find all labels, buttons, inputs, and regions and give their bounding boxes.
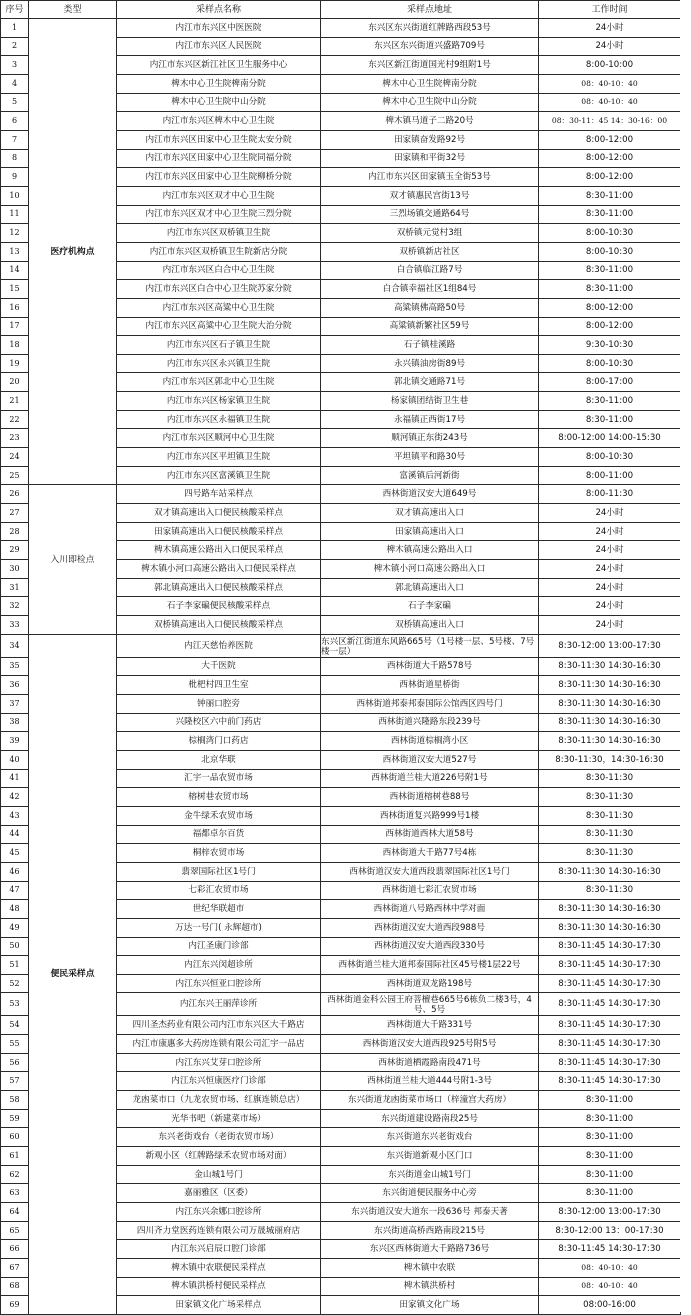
row-index: 18: [1, 336, 29, 355]
working-hours: 8:30-11:30: [539, 806, 681, 825]
working-hours: 8:30-11:45 14:30-17:30: [539, 1240, 681, 1259]
row-index: 38: [1, 713, 29, 732]
site-address: 杨家镇团结街卫生巷: [321, 392, 539, 411]
site-address: 田家镇奋发路92号: [321, 130, 539, 149]
working-hours: 8:30-11:30 14:30-16:30: [539, 657, 681, 676]
site-name: 七彩汇农贸市场: [117, 881, 321, 900]
working-hours: 8:30-11:30 14:30-16:30: [539, 918, 681, 937]
working-hours: 8:30-11:00: [539, 261, 681, 280]
row-index: 14: [1, 261, 29, 280]
working-hours: 8:00-12:00: [539, 168, 681, 187]
site-name: 棕榈湾门口药店: [117, 732, 321, 751]
site-name: 内江市东兴区椑木中心卫生院: [117, 112, 321, 131]
site-name: 龙凼菜市口（九龙农贸市场、红旗连锁总店）: [117, 1091, 321, 1110]
site-address: 西林街道榕树巷88号: [321, 788, 539, 807]
working-hours: 24小时: [539, 616, 681, 635]
site-name: 内江市东兴区田家中心卫生院柳桥分院: [117, 168, 321, 187]
row-index: 68: [1, 1277, 29, 1296]
site-name: 嘉丽雅区（区委）: [117, 1184, 321, 1203]
site-address: 椑木镇中农联: [321, 1259, 539, 1278]
site-address: 椑木镇马道子二路20号: [321, 112, 539, 131]
working-hours: 8:30-11:00: [539, 205, 681, 224]
row-index: 37: [1, 694, 29, 713]
working-hours: 8:30-11:00: [539, 1109, 681, 1128]
category-cell: 入川即检点: [29, 485, 117, 634]
working-hours: 8:00-12:00: [539, 317, 681, 336]
site-name: 内江市东兴区双桥镇卫生院: [117, 224, 321, 243]
site-address: 西林街道金科公园王府菩檀巷665号6栋负二楼3号，4号、5号: [321, 993, 539, 1016]
working-hours: 8:30-11:00: [539, 1091, 681, 1110]
site-address: 椑木镇洪桥村: [321, 1277, 539, 1296]
working-hours: 8:30-11:00: [539, 186, 681, 205]
site-address: 椑木镇高速公路出入口: [321, 541, 539, 560]
site-address: 双才镇高速出入口: [321, 504, 539, 523]
row-index: 41: [1, 769, 29, 788]
working-hours: 8:30-11:45 14:30-17:30: [539, 1035, 681, 1054]
row-index: 33: [1, 616, 29, 635]
working-hours: 8:30-11:45 14:30-17:30: [539, 937, 681, 956]
row-index: 11: [1, 205, 29, 224]
site-name: 内江市东兴区中医医院: [117, 19, 321, 38]
site-address: 西林街道大千路578号: [321, 657, 539, 676]
site-name: 桐梓农贸市场: [117, 844, 321, 863]
row-index: 40: [1, 750, 29, 769]
site-address: 椑木中心卫生院椑南分院: [321, 74, 539, 93]
site-name: 内江市东兴区高粱中心卫生院: [117, 298, 321, 317]
site-address: 西林街道汉安大道西段925号附5号: [321, 1035, 539, 1054]
working-hours: 8:30-11:30 14:30-16:30: [539, 676, 681, 695]
row-index: 31: [1, 578, 29, 597]
row-index: 46: [1, 862, 29, 881]
row-index: 23: [1, 429, 29, 448]
site-address: 东兴区西林街道大千路路736号: [321, 1240, 539, 1259]
site-name: 椑木中心卫生院中山分院: [117, 93, 321, 112]
working-hours: 8:30-11:30: [539, 788, 681, 807]
row-index: 22: [1, 410, 29, 429]
row-index: 15: [1, 280, 29, 299]
site-name: 内江市东兴区白合中心卫生院: [117, 261, 321, 280]
row-index: 59: [1, 1109, 29, 1128]
row-index: 47: [1, 881, 29, 900]
site-name: 内江市东兴区人民医院: [117, 37, 321, 56]
site-name: 内江东兴余娜口腔诊所: [117, 1203, 321, 1222]
site-address: 双桥镇高速出入口: [321, 616, 539, 635]
site-address: 东兴街道新观小区门口: [321, 1147, 539, 1166]
site-name: 田家镇文化广场采样点: [117, 1296, 321, 1315]
site-name: 内江市东兴区双才中心卫生院三烈分院: [117, 205, 321, 224]
row-index: 5: [1, 93, 29, 112]
site-name: 北京华联: [117, 750, 321, 769]
site-address: 东兴街道金山城1号门: [321, 1165, 539, 1184]
site-name: 兴隆校区六中前门药店: [117, 713, 321, 732]
row-index: 45: [1, 844, 29, 863]
working-hours: 8:30-11:30: [539, 825, 681, 844]
site-address: 田家镇高速出入口: [321, 522, 539, 541]
site-name: 金牛绿禾农贸市场: [117, 806, 321, 825]
site-name: 东兴老街戏台（老街农贸市场）: [117, 1128, 321, 1147]
site-name: 椑木镇小河口高速公路出入口便民采样点: [117, 560, 321, 579]
working-hours: 8:30-11:30 14:30-16:30: [539, 732, 681, 751]
site-address: 双桥镇新店社区: [321, 242, 539, 261]
site-address: 椑木中心卫生院中山分院: [321, 93, 539, 112]
site-name: 光华书吧（新建菜市场）: [117, 1109, 321, 1128]
site-address: 东兴区新江街道东风路665号（1号楼一层、5号楼、7号楼一层）: [321, 634, 539, 657]
site-name: 内江圣康门诊部: [117, 937, 321, 956]
working-hours: 8:00-11:00: [539, 466, 681, 485]
site-address: 西林街道汉安大道西段988号: [321, 918, 539, 937]
site-name: 枇杷村四卫生室: [117, 676, 321, 695]
row-index: 35: [1, 657, 29, 676]
site-address: 东兴街道东兴老街戏台: [321, 1128, 539, 1147]
working-hours: 8:00-12:00: [539, 149, 681, 168]
working-hours: 24小时: [539, 522, 681, 541]
site-name: 世纪华联超市: [117, 900, 321, 919]
header-working-hours: 工作时间: [539, 1, 681, 19]
site-name: 四川齐力堂医药连锁有限公司万晟城丽府店: [117, 1221, 321, 1240]
site-name: 内江东兴闵超诊所: [117, 956, 321, 975]
working-hours: 24小时: [539, 597, 681, 616]
header-site-name: 采样点名称: [117, 1, 321, 19]
working-hours: 8:30-11:30: [539, 769, 681, 788]
row-index: 64: [1, 1203, 29, 1222]
working-hours: 8:00-10:00: [539, 56, 681, 75]
site-name: 内江市东兴区双才中心卫生院: [117, 186, 321, 205]
site-address: 双桥镇元觉村3组: [321, 224, 539, 243]
working-hours: 8:00-17:00: [539, 373, 681, 392]
working-hours: 8:30-11:30，14:30-16:30: [539, 750, 681, 769]
row-index: 62: [1, 1165, 29, 1184]
working-hours: 8:30-11:00: [539, 280, 681, 299]
working-hours: 08:00-16:00: [539, 1296, 681, 1315]
site-name: 翡翠国际社区1号门: [117, 862, 321, 881]
site-name: 内江市东兴区郭北中心卫生院: [117, 373, 321, 392]
row-index: 49: [1, 918, 29, 937]
row-index: 42: [1, 788, 29, 807]
row-index: 3: [1, 56, 29, 75]
site-name: 内江市东兴区杨家镇卫生院: [117, 392, 321, 411]
row-index: 28: [1, 522, 29, 541]
site-name: 内江东兴恒康医疗门诊部: [117, 1072, 321, 1091]
site-address: 双才镇惠民宫街13号: [321, 186, 539, 205]
working-hours: 24小时: [539, 19, 681, 38]
site-address: 永兴镇油房街89号: [321, 354, 539, 373]
site-name: 内江市东兴区田家中心卫生院同福分院: [117, 149, 321, 168]
working-hours: 8:30-11:30: [539, 844, 681, 863]
site-address: 西林街道双龙路198号: [321, 974, 539, 993]
site-name: 内江东兴恒亚口腔诊所: [117, 974, 321, 993]
row-index: 60: [1, 1128, 29, 1147]
working-hours: 8:30-11:45 14:30-17:30: [539, 1016, 681, 1035]
site-address: 郭北镇高速出入口: [321, 578, 539, 597]
working-hours: 08：40-10：40: [539, 74, 681, 93]
site-name: 四号路车站采样点: [117, 485, 321, 504]
category-cell: 便民采样点: [29, 634, 117, 1314]
site-name: 内江市东兴区平坦镇卫生院: [117, 448, 321, 467]
site-address: 高粱镇佛高路50号: [321, 298, 539, 317]
site-name: 内江市东兴区双桥镇卫生院新店分院: [117, 242, 321, 261]
row-index: 51: [1, 956, 29, 975]
site-address: 东兴区东兴街道兴盛路709号: [321, 37, 539, 56]
site-address: 田家镇和平街32号: [321, 149, 539, 168]
row-index: 19: [1, 354, 29, 373]
header-index: 序号: [1, 1, 29, 19]
row-index: 57: [1, 1072, 29, 1091]
site-address: 东兴街道建设路南段25号: [321, 1109, 539, 1128]
site-address: 东兴街道便民服务中心旁: [321, 1184, 539, 1203]
site-name: 郭北镇高速出入口便民核酸采样点: [117, 578, 321, 597]
site-address: 东兴街道汉安大道东一段636号 邦泰天著: [321, 1203, 539, 1222]
row-index: 10: [1, 186, 29, 205]
row-index: 34: [1, 634, 29, 657]
site-address: 西林街道兴隆路东段239号: [321, 713, 539, 732]
row-index: 27: [1, 504, 29, 523]
working-hours: 8:00-12:00 14:00-15:30: [539, 429, 681, 448]
site-name: 钟丽口腔旁: [117, 694, 321, 713]
site-address: 西林街道栖霞路南段471号: [321, 1053, 539, 1072]
row-index: 43: [1, 806, 29, 825]
table-row: [1, 19, 681, 38]
row-index: 16: [1, 298, 29, 317]
working-hours: 8:30-11:45 14:30-17:30: [539, 993, 681, 1016]
working-hours: 08：40-10：40: [539, 1277, 681, 1296]
row-index: 53: [1, 993, 29, 1016]
site-address: 田家镇文化广场: [321, 1296, 539, 1315]
site-address: 西林街道复兴路999号1楼: [321, 806, 539, 825]
site-address: 高粱镇新繁社区59号: [321, 317, 539, 336]
working-hours: 24小时: [539, 578, 681, 597]
site-name: 椑木中心卫生院椑南分院: [117, 74, 321, 93]
table-row: [1, 634, 681, 657]
row-index: 21: [1, 392, 29, 411]
working-hours: 8:30-11:00: [539, 1184, 681, 1203]
working-hours: 24小时: [539, 504, 681, 523]
site-address: 西林街道兰桂大道444号附1-3号: [321, 1072, 539, 1091]
working-hours: 8:30-11:45 14:30-17:30: [539, 956, 681, 975]
site-name: 内江市东兴区白合中心卫生院苏家分院: [117, 280, 321, 299]
working-hours: 24小时: [539, 541, 681, 560]
working-hours: 8:30-11:30 14:30-16:30: [539, 694, 681, 713]
row-index: 20: [1, 373, 29, 392]
row-index: 13: [1, 242, 29, 261]
working-hours: 8:30-11:00: [539, 410, 681, 429]
site-address: 椑木镇小河口高速公路出入口: [321, 560, 539, 579]
site-name: 双桥镇高速出入口便民核酸采样点: [117, 616, 321, 635]
row-index: 36: [1, 676, 29, 695]
site-address: 西林街道邦泰邦泰国际公馆西区四号门: [321, 694, 539, 713]
row-index: 55: [1, 1035, 29, 1054]
site-address: 永福镇正西街17号: [321, 410, 539, 429]
table-row: [1, 485, 681, 504]
site-name: 椑木镇高速公路出入口便民采样点: [117, 541, 321, 560]
site-address: 石子镇桂溪路: [321, 336, 539, 355]
working-hours: 8:00-10:30: [539, 224, 681, 243]
working-hours: 24小时: [539, 37, 681, 56]
site-name: 内江市东兴区永福镇卫生院: [117, 410, 321, 429]
site-name: 内江市东兴区富溪镇卫生院: [117, 466, 321, 485]
site-address: 西林街道八号路西林中学对面: [321, 900, 539, 919]
row-index: 1: [1, 19, 29, 38]
site-address: 西林街道棕榈湾小区: [321, 732, 539, 751]
site-address: 西林街道兰桂大道226号附1号: [321, 769, 539, 788]
site-address: 白合镇幸福社区1组84号: [321, 280, 539, 299]
table-body: [1, 19, 681, 1315]
row-index: 50: [1, 937, 29, 956]
site-name: 内江东兴王丽萍诊所: [117, 993, 321, 1016]
site-name: 内江东兴启辰口腔门诊部: [117, 1240, 321, 1259]
header-row: [1, 1, 681, 19]
row-index: 9: [1, 168, 29, 187]
site-address: 富溪镇后河新街: [321, 466, 539, 485]
working-hours: 24小时: [539, 560, 681, 579]
site-name: 内江市东兴区新江社区卫生服务中心: [117, 56, 321, 75]
header-type: 类型: [29, 1, 117, 19]
site-name: 内江市东兴区石子镇卫生院: [117, 336, 321, 355]
row-index: 65: [1, 1221, 29, 1240]
site-name: 内江市东兴区顺河中心卫生院: [117, 429, 321, 448]
row-index: 52: [1, 974, 29, 993]
site-address: 西林街道七彩汇农贸市场: [321, 881, 539, 900]
row-index: 63: [1, 1184, 29, 1203]
row-index: 44: [1, 825, 29, 844]
site-address: 西林街道汉安大道649号: [321, 485, 539, 504]
working-hours: 8:30-11:30 14:30-16:30: [539, 862, 681, 881]
row-index: 48: [1, 900, 29, 919]
site-name: 椑木镇中农联便民采样点: [117, 1259, 321, 1278]
site-address: 东兴街道龙凼街菜市场口（梓潼宫大药房）: [321, 1091, 539, 1110]
site-address: 西林街道汉安大道西段翡翠国际社区1号门: [321, 862, 539, 881]
site-name: 内江东兴艾芽口腔诊所: [117, 1053, 321, 1072]
row-index: 32: [1, 597, 29, 616]
site-address: 郭北镇交通路71号: [321, 373, 539, 392]
site-name: 福都卓尔百货: [117, 825, 321, 844]
site-address: 西林街道汉安大道527号: [321, 750, 539, 769]
working-hours: 8:30-11:00: [539, 1128, 681, 1147]
working-hours: 8:00-11:30: [539, 485, 681, 504]
working-hours: 8:00-10:30: [539, 354, 681, 373]
site-name: 田家镇高速出入口便民核酸采样点: [117, 522, 321, 541]
site-address: 西林街道西林大道58号: [321, 825, 539, 844]
working-hours: 8:00-10:30: [539, 448, 681, 467]
row-index: 4: [1, 74, 29, 93]
site-name: 榕树巷农贸市场: [117, 788, 321, 807]
row-index: 6: [1, 112, 29, 131]
working-hours: 8:30-11:00: [539, 392, 681, 411]
row-index: 29: [1, 541, 29, 560]
row-index: 61: [1, 1147, 29, 1166]
row-index: 12: [1, 224, 29, 243]
site-address: 石子李家碥: [321, 597, 539, 616]
row-index: 39: [1, 732, 29, 751]
site-address: 三烈场镇交通路64号: [321, 205, 539, 224]
row-index: 8: [1, 149, 29, 168]
row-index: 24: [1, 448, 29, 467]
site-name: 内江市东兴区田家中心卫生院太安分院: [117, 130, 321, 149]
row-index: 26: [1, 485, 29, 504]
row-index: 67: [1, 1259, 29, 1278]
working-hours: 8:30-11:00: [539, 1165, 681, 1184]
row-index: 2: [1, 37, 29, 56]
site-name: 大千医院: [117, 657, 321, 676]
working-hours: 08：40-10：40: [539, 93, 681, 112]
row-index: 56: [1, 1053, 29, 1072]
row-index: 58: [1, 1091, 29, 1110]
site-address: 白合镇临江路7号: [321, 261, 539, 280]
working-hours: 8:00-12:00: [539, 130, 681, 149]
working-hours: 8:30-11:00: [539, 1147, 681, 1166]
category-cell: 医疗机构点: [29, 19, 117, 485]
site-name: 四川圣杰药业有限公司内江市东兴区大千路店: [117, 1016, 321, 1035]
working-hours: 8:30-11:30 14:30-16:30: [539, 900, 681, 919]
working-hours: 8:30-11:45 14:30-17:30: [539, 1053, 681, 1072]
site-address: 西林街道兰桂大道邦泰国际社区45号楼1层22号: [321, 956, 539, 975]
site-name: 汇宇一品农贸市场: [117, 769, 321, 788]
row-index: 66: [1, 1240, 29, 1259]
sheet-margin: [680, 0, 691, 1312]
site-address: 内江市东兴区田家镇玉全街53号: [321, 168, 539, 187]
site-address: 平坦镇平和路30号: [321, 448, 539, 467]
row-index: 17: [1, 317, 29, 336]
row-index: 7: [1, 130, 29, 149]
working-hours: 8:30-11:30: [539, 881, 681, 900]
site-name: 石子李家碥便民核酸采样点: [117, 597, 321, 616]
working-hours: 8:30-12:00 13:00-17:30: [539, 634, 681, 657]
working-hours: 8:30-12:00 13:00-17:30: [539, 1203, 681, 1222]
site-name: 内江天慈怡养医院: [117, 634, 321, 657]
working-hours: 8:00-10:30: [539, 242, 681, 261]
row-index: 30: [1, 560, 29, 579]
site-name: 内江市东兴区高粱中心卫生院大治分院: [117, 317, 321, 336]
working-hours: 8:30-11:30 14:30-16:30: [539, 713, 681, 732]
working-hours: 8:30-12:00 13：00-17:30: [539, 1221, 681, 1240]
site-address: 东兴区东兴街道红牌路西段53号: [321, 19, 539, 38]
working-hours: 8:00-12:00: [539, 298, 681, 317]
row-index: 69: [1, 1296, 29, 1315]
header-site-address: 采样点地址: [321, 1, 539, 19]
working-hours: 9:30-10:30: [539, 336, 681, 355]
site-address: 东兴街道高桥西路南段215号: [321, 1221, 539, 1240]
site-address: 西林街道大千路77号4栋: [321, 844, 539, 863]
working-hours: 08：40-10：40: [539, 1259, 681, 1278]
site-address: 西林街道大千路331号: [321, 1016, 539, 1035]
working-hours: 8:30-11:45 14:30-17:30: [539, 974, 681, 993]
working-hours: 8:30-11:45 14:30-17:30: [539, 1072, 681, 1091]
site-address: 东兴区新江街道国光村9组附1号: [321, 56, 539, 75]
working-hours: 08：30-11：45 14：30-16：00: [539, 112, 681, 131]
site-address: 西林街道星桥街: [321, 676, 539, 695]
site-name: 内江市东兴区永兴镇卫生院: [117, 354, 321, 373]
row-index: 25: [1, 466, 29, 485]
site-address: 西林街道汉安大道西段330号: [321, 937, 539, 956]
site-name: 双才镇高速出入口便民核酸采样点: [117, 504, 321, 523]
site-name: 新观小区（红牌路绿禾农贸市场对面）: [117, 1147, 321, 1166]
site-name: 金山城1号门: [117, 1165, 321, 1184]
site-address: 顺河镇正东街243号: [321, 429, 539, 448]
site-name: 万达一号门( 永辉超市): [117, 918, 321, 937]
site-name: 椑木镇洪桥村便民采样点: [117, 1277, 321, 1296]
row-index: 54: [1, 1016, 29, 1035]
site-name: 内江市康惠多大药房连锁有限公司汇宇一品店: [117, 1035, 321, 1054]
